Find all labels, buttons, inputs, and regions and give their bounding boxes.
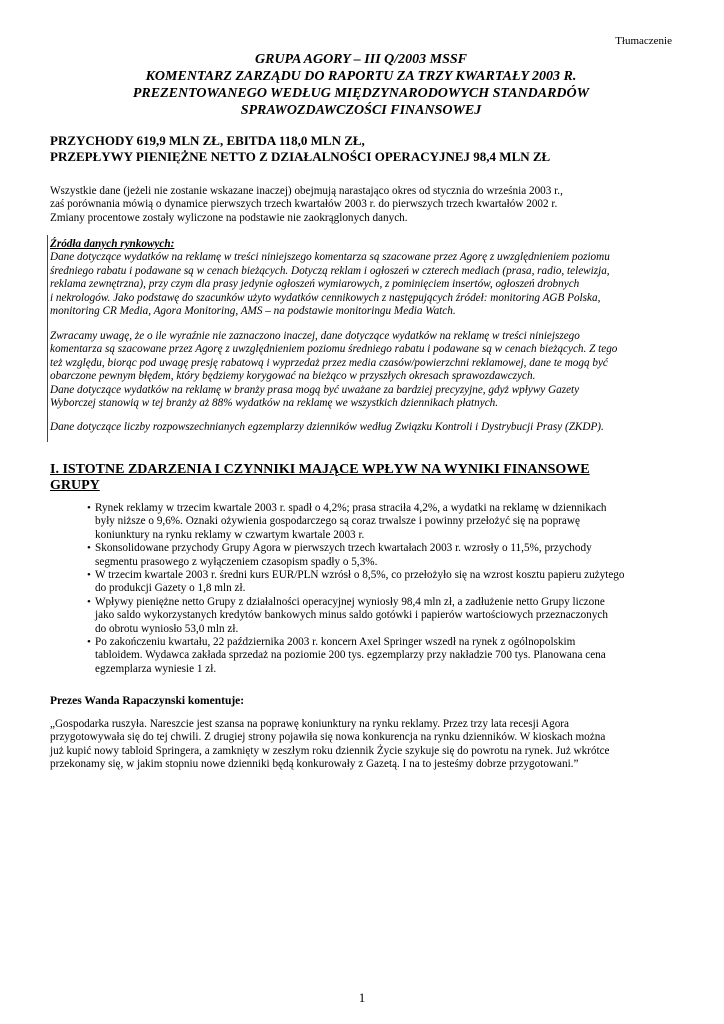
ceo-quote xyxy=(50,718,672,772)
text-line: obarczone pewnym błędem, który będziemy korygować na bieżąco w przyszłych okresach sprawozdawczych. xyxy=(50,370,536,383)
text-line: segmentu prasowego z wyłączeniem czasopism spadły o 5,3%. xyxy=(95,555,378,568)
key-figures-headline xyxy=(50,133,672,165)
page-number: 1 xyxy=(358,990,366,1005)
text-line: Rynek reklamy w trzecim kwartale 2003 r. spadł o 4,2%; prasa straciła 4,2%, a wydatki na reklamę w dziennikach xyxy=(95,502,607,514)
text-line: reklama zewnętrzna), przy czym dla prasy jedynie ogłoszeń wymiarowych, z pominięciem insertów, ogłoszeń drobnych xyxy=(50,278,580,291)
bullet-icon: • xyxy=(87,542,91,555)
title-line: SPRAWOZDAWCZOŚCI FINANSOWEJ xyxy=(240,103,482,118)
text-line: „Gospodarka ruszyła. Nareszcie jest szansa na poprawę koniunktury na rynku reklamy. Przez trzy lata recesji Agora xyxy=(50,718,569,730)
text-line: Dane dotyczące liczby rozpowszechnianych egzemplarzy dzienników według Związku Kontroli i Dystrybucji Prasy (ZKDP). xyxy=(50,421,604,433)
text-line: Wszystkie dane (jeżeli nie zostanie wskazane inaczej) obejmują narastająco okres od stycznia do września 2003 r., xyxy=(50,185,563,197)
text-line: do obrotu wyniosło 53,0 mln zł. xyxy=(95,622,239,635)
text-line: Wpływy pieniężne netto Grupy z działalności operacyjnej wyniosły 98,4 mln zł, a zadłużenie netto Grupy liczone xyxy=(95,595,605,608)
list-item xyxy=(50,569,672,596)
text-line: do produkcji Gazety o 1,8 mln zł. xyxy=(95,582,246,595)
headline-line: PRZYCHODY 619,9 MLN ZŁ, EBITDA 118,0 MLN ZŁ, xyxy=(50,133,365,148)
bullet-icon: • xyxy=(87,636,91,649)
market-data-sources xyxy=(50,238,672,318)
text-line: Dane dotyczące wydatków na reklamę w branży prasa mogą być uważane za bardziej precyzyjne, gdyż wpływy Gazety xyxy=(50,383,580,396)
text-line: Wyborczej stanowią w tej branży aż 88% wydatków na reklamę we wszystkich dziennikach płatnych. xyxy=(50,397,499,410)
list-item xyxy=(50,542,672,569)
text-line: przekonamy się, w jakim stopniu nowe dzienniki będą konkurowały z Gazetą. I na to jesteśmy dobrze przygotowani.” xyxy=(50,758,579,771)
circulation-source-paragraph xyxy=(50,421,672,434)
text-line: egzemplarza wyniesie 1 zł. xyxy=(95,662,217,675)
comment-label: Prezes Wanda Rapaczynski komentuje: xyxy=(50,695,245,707)
heading-line: I. ISTOTNE ZDARZENIA I CZYNNIKI MAJĄCE WPŁYW NA WYNIKI FINANSOWE xyxy=(50,462,590,477)
text-line: średniego rabatu i podawane są w cenach bieżących. Dotyczą reklam i ogłoszeń w czterech mediach (prasa, radio, telewizja, xyxy=(50,264,610,277)
text-line: komentarza są szacowane przez Agorę z uwzględnieniem poziomu średniego rabatu i podawane są w cenach bieżących. Z tego xyxy=(50,343,618,356)
list-item xyxy=(50,502,672,542)
text-line: Zwracamy uwagę, że o ile wyraźnie nie zaznaczono inaczej, dane dotyczące wydatków na reklamę w treści niniejszego xyxy=(50,330,580,342)
list-item xyxy=(50,636,672,676)
text-line: Zmiany procentowe zostały wyliczone na podstawie nie zaokrąglonych danych. xyxy=(50,211,408,224)
list-item xyxy=(50,596,672,636)
title-line: PREZENTOWANEGO WEDŁUG MIĘDZYNARODOWYCH STANDARDÓW xyxy=(132,86,590,101)
title-line: GRUPA AGORY – III Q/2003 MSSF xyxy=(255,52,467,67)
text-line: zaś porównania mówią o dynamice pierwszych trzech kwartałów 2003 r. do pierwszych trzech kwartałów 2002 r. xyxy=(50,198,558,211)
text-line: już kupić nowy tabloid Springera, a zamknięty w zeszłym roku dziennik Życie szykuje się do powrotu na rynek. Już wkrótce xyxy=(50,744,610,757)
text-line: przygotowywała się do tej chwili. Z drugiej strony pojawiła się nowa konkurencja na rynku dzienników. W kioskach można xyxy=(50,731,606,744)
text-line: W trzecim kwartale 2003 r. średni kurs EUR/PLN wzrósł o 8,5%, co przełożyło się na wzrost kosztu papieru zużytego xyxy=(95,569,625,582)
document-title xyxy=(50,51,672,119)
text-line: Skonsolidowane przychody Grupy Agora w pierwszych trzech kwartałach 2003 r. wzrosły o 11,5%, przychody xyxy=(95,542,592,555)
text-line: monitoring CR Media, Agora Monitoring, AMS – na podstawie monitoringu Media Watch. xyxy=(50,305,456,318)
text-line: tabloidem. Wydawca zakłada sprzedaż na poziomie 200 tys. egzemplarzy przy nakładzie 700 tys. Planowana cena xyxy=(95,649,606,662)
heading-line: GRUPY xyxy=(50,478,100,493)
sources-note-paragraph xyxy=(50,330,672,410)
section-heading xyxy=(50,462,672,494)
text-line: też względu, biorąc pod uwagę presję rabatową i wyprzedaż przez media czasów/powierzchni reklamowej, dane te mogą być xyxy=(50,356,608,369)
translation-label: Tłumaczenie xyxy=(615,35,672,47)
text-line: i nekrologów. Jako podstawę do szacunków użyto wydatków cennikowych z następujących źródeł: monitoring AGB Polska, xyxy=(50,291,601,304)
text-line: jako saldo wykorzystanych kredytów bankowych minus saldo gotówki i papierów wartościowych przeznaczonych xyxy=(95,609,608,622)
headline-line: PRZEPŁYWY PIENIĘŻNE NETTO Z DZIAŁALNOŚCI OPERACYJNEJ 98,4 MLN ZŁ xyxy=(50,149,551,164)
intro-paragraph xyxy=(50,185,672,225)
title-line: KOMENTARZ ZARZĄDU DO RAPORTU ZA TRZY KWARTAŁY 2003 R. xyxy=(145,69,577,84)
bullet-icon: • xyxy=(87,502,91,514)
text-line: koniunktury na rynku reklamy w czwartym kwartale 2003 r. xyxy=(95,528,365,541)
text-line: Dane dotyczące wydatków na reklamę w treści niniejszego komentarza są szacowane przez Agorę z uwzględnieniem poziomu xyxy=(50,251,610,264)
text-line: były niższe o 9,6%. Oznaki ożywienia gospodarczego są coraz trwalsze i powinny przełożyć się na poprawę xyxy=(95,515,580,528)
bullet-icon: • xyxy=(87,569,91,582)
sources-label: Źródła danych rynkowych: xyxy=(50,238,175,250)
text-line: Po zakończeniu kwartału, 22 października 2003 r. koncern Axel Springer wszedł na rynek z ogólnopolskim xyxy=(95,636,576,649)
bullet-icon: • xyxy=(87,595,91,608)
key-events-list xyxy=(50,502,672,676)
